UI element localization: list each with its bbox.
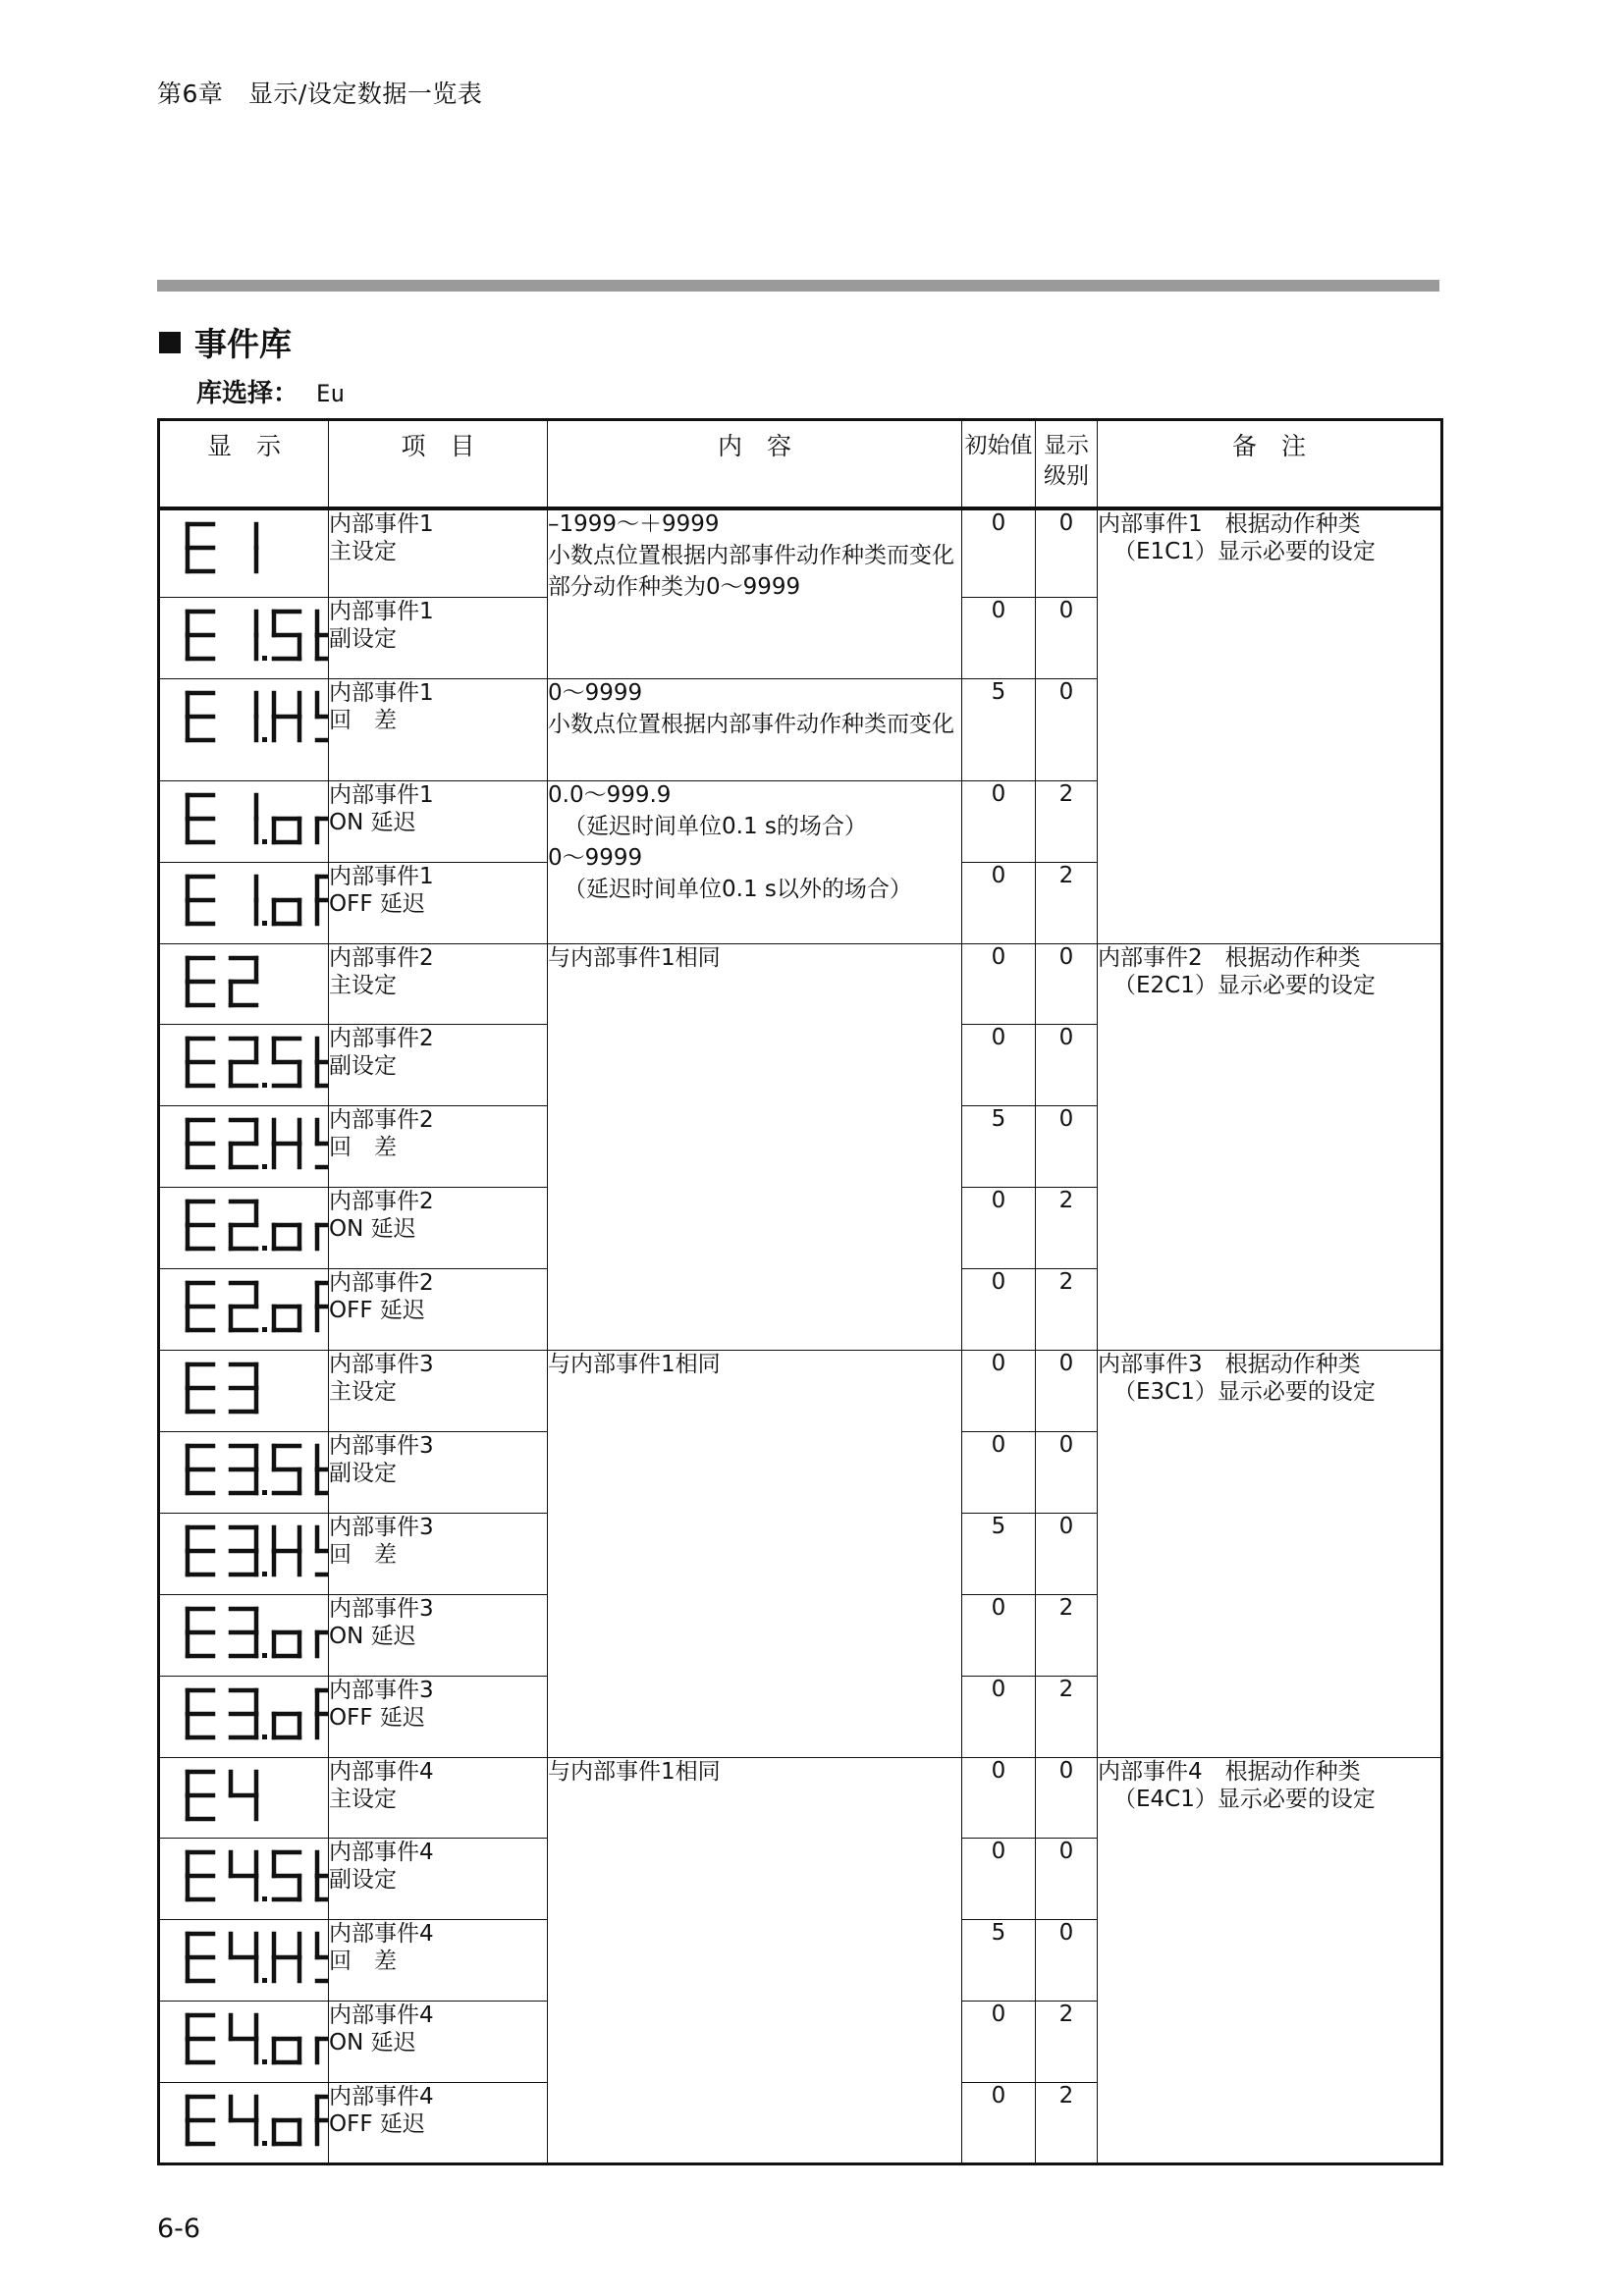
item-name: 内部事件4 [329, 1758, 434, 1785]
item-setting: 主设定 [329, 972, 397, 998]
item-cell [329, 1594, 548, 1676]
display-code [160, 2002, 328, 2078]
item-name: 内部事件4 [329, 1840, 434, 1866]
display-cell [159, 1025, 329, 1106]
initial-value: 0 [962, 780, 1036, 862]
remark-line: 内部事件1 根据动作种类 [1098, 510, 1361, 537]
display-cell [159, 1188, 329, 1269]
content-line: 0.0～999.9 [548, 781, 672, 808]
initial-value: 0 [962, 2002, 1036, 2083]
seven-segment-display [182, 952, 328, 1013]
item-cell [329, 1351, 548, 1432]
remark-cell [1098, 1351, 1442, 1757]
item-cell [329, 1676, 548, 1757]
content-cell [548, 508, 962, 679]
initial-value: 0 [962, 943, 1036, 1025]
header-content: 内 容 [548, 420, 962, 508]
remark-line: （E1C1）显示必要的设定 [1113, 538, 1376, 564]
display-cell [159, 1513, 329, 1594]
item-setting: ON 延迟 [329, 1623, 416, 1649]
seven-segment-display [182, 1684, 328, 1745]
seven-segment-display [182, 1440, 328, 1501]
header-item: 项 目 [329, 420, 548, 508]
item-cell [329, 679, 548, 781]
initial-value: 0 [962, 598, 1036, 679]
initial-value: 0 [962, 1431, 1036, 1513]
table-row [159, 1757, 1442, 1839]
content-cell [548, 679, 962, 781]
item-setting: 回 差 [329, 1541, 397, 1568]
display-code [160, 1758, 328, 1835]
seven-segment-display [182, 1196, 328, 1256]
initial-value: 5 [962, 1106, 1036, 1188]
initial-value: 0 [962, 862, 1036, 943]
initial-value: 0 [962, 1351, 1036, 1432]
display-level: 2 [1036, 1594, 1098, 1676]
display-level: 0 [1036, 1431, 1098, 1513]
header-display: 显 示 [159, 420, 329, 508]
display-code [160, 510, 328, 587]
item-cell [329, 1757, 548, 1839]
display-level: 2 [1036, 2083, 1098, 2164]
remark-line: （E2C1）显示必要的设定 [1113, 972, 1376, 998]
header-level [1036, 420, 1098, 508]
item-setting: 副设定 [329, 1053, 397, 1080]
header-initial: 初始值 [962, 420, 1036, 508]
item-setting: ON 延迟 [329, 2030, 416, 2056]
display-cell [159, 1351, 329, 1432]
content-line: 与内部事件1相同 [548, 1352, 721, 1378]
content-line: –1999～＋9999 [548, 510, 720, 537]
display-code [160, 1920, 328, 1997]
section-rule [157, 280, 1439, 292]
initial-value: 0 [962, 1025, 1036, 1106]
display-cell [159, 780, 329, 862]
item-cell [329, 1513, 548, 1594]
item-setting: OFF 延迟 [329, 1298, 425, 1324]
item-name: 内部事件3 [329, 1352, 434, 1378]
header-remark: 备 注 [1098, 420, 1442, 508]
item-cell [329, 943, 548, 1025]
display-code [160, 863, 328, 939]
display-level: 2 [1036, 1269, 1098, 1351]
content-line: 与内部事件1相同 [548, 944, 721, 971]
item-name: 内部事件2 [329, 1189, 434, 1215]
square-bullet-icon [159, 332, 181, 353]
display-cell [159, 679, 329, 781]
content-cell [548, 943, 962, 1350]
bank-select-label: 库选择： [196, 379, 299, 408]
table-row [159, 943, 1442, 1025]
seven-segment-display [182, 2091, 328, 2152]
initial-value: 0 [962, 1839, 1036, 1920]
initial-value: 0 [962, 508, 1036, 598]
display-level: 0 [1036, 1025, 1098, 1106]
seven-segment-display [182, 687, 328, 748]
table-row [159, 508, 1442, 598]
seven-segment-display [182, 1766, 328, 1827]
seven-segment-display [182, 1603, 328, 1664]
item-cell [329, 1106, 548, 1188]
item-cell [329, 1188, 548, 1269]
item-cell [329, 1839, 548, 1920]
seven-segment-display [182, 1277, 328, 1338]
item-cell [329, 1025, 548, 1106]
display-cell [159, 1920, 329, 2002]
content-line: 与内部事件1相同 [548, 1758, 721, 1785]
item-name: 内部事件3 [329, 1677, 434, 1703]
item-name: 内部事件1 [329, 599, 434, 625]
item-setting: 副设定 [329, 626, 397, 653]
content-line: 0～9999 [548, 844, 643, 871]
initial-value: 0 [962, 1676, 1036, 1757]
seven-segment-display [182, 1846, 328, 1907]
seven-segment-display [182, 1114, 328, 1175]
section-heading [159, 319, 292, 365]
display-code [160, 598, 328, 674]
item-setting: 副设定 [329, 1867, 397, 1894]
initial-value: 0 [962, 1269, 1036, 1351]
display-cell [159, 862, 329, 943]
item-setting: ON 延迟 [329, 809, 416, 835]
item-cell [329, 780, 548, 862]
display-code [160, 1025, 328, 1101]
settings-table [157, 418, 1443, 2165]
remark-line: （E3C1）显示必要的设定 [1113, 1379, 1376, 1406]
seven-segment-display [182, 2009, 328, 2070]
seven-segment-display [182, 1522, 328, 1582]
display-code [160, 1351, 328, 1427]
remark-line: 内部事件3 根据动作种类 [1098, 1352, 1361, 1378]
display-code [160, 2083, 328, 2160]
display-level: 0 [1036, 1513, 1098, 1594]
content-line: 部分动作种类为0～9999 [548, 573, 801, 600]
display-cell [159, 1594, 329, 1676]
item-name: 内部事件2 [329, 1270, 434, 1297]
item-setting: OFF 延迟 [329, 890, 425, 917]
initial-value: 0 [962, 1188, 1036, 1269]
content-cell [548, 1351, 962, 1757]
remark-cell [1098, 1757, 1442, 2164]
display-level: 2 [1036, 1676, 1098, 1757]
content-line: （延迟时间单位0.1 s以外的场合） [564, 876, 912, 902]
item-setting: ON 延迟 [329, 1216, 416, 1243]
display-level: 0 [1036, 1839, 1098, 1920]
display-level: 0 [1036, 943, 1098, 1025]
display-cell [159, 2083, 329, 2164]
remark-line: 内部事件2 根据动作种类 [1098, 944, 1361, 971]
item-name: 内部事件1 [329, 863, 434, 889]
display-level: 0 [1036, 1757, 1098, 1839]
item-name: 内部事件4 [329, 2002, 434, 2029]
content-line: 0～9999 [548, 680, 643, 707]
item-setting: 回 差 [329, 708, 397, 734]
seven-segment-display [182, 1928, 328, 1989]
display-level: 0 [1036, 1920, 1098, 2002]
item-name: 内部事件1 [329, 781, 434, 808]
display-cell [159, 1269, 329, 1351]
item-name: 内部事件4 [329, 1921, 434, 1948]
page-number: 6-6 [157, 2214, 201, 2244]
display-code [160, 1839, 328, 1915]
item-cell [329, 508, 548, 598]
remark-line: （E4C1）显示必要的设定 [1113, 1786, 1376, 1812]
content-line: 小数点位置根据内部事件动作种类而变化 [548, 542, 954, 568]
display-code [160, 1514, 328, 1590]
initial-value: 5 [962, 1513, 1036, 1594]
item-name: 内部事件3 [329, 1514, 434, 1540]
item-name: 内部事件1 [329, 680, 434, 707]
item-cell [329, 1269, 548, 1351]
initial-value: 0 [962, 1594, 1036, 1676]
content-line: 小数点位置根据内部事件动作种类而变化 [548, 712, 954, 738]
remark-cell [1098, 943, 1442, 1350]
item-name: 内部事件3 [329, 1595, 434, 1622]
display-cell [159, 508, 329, 598]
display-cell [159, 1676, 329, 1757]
display-level: 0 [1036, 1351, 1098, 1432]
display-code [160, 1269, 328, 1346]
display-level: 0 [1036, 1106, 1098, 1188]
item-setting: 主设定 [329, 1786, 397, 1812]
item-cell [329, 598, 548, 679]
item-setting: 主设定 [329, 1379, 397, 1406]
display-cell [159, 1431, 329, 1513]
display-level: 0 [1036, 679, 1098, 781]
item-setting: 回 差 [329, 1135, 397, 1161]
display-level: 2 [1036, 1188, 1098, 1269]
item-setting: OFF 延迟 [329, 1704, 425, 1731]
item-name: 内部事件3 [329, 1432, 434, 1459]
display-code [160, 1432, 328, 1509]
item-setting: OFF 延迟 [329, 2111, 425, 2138]
header-level-text: 显示级别 [1044, 433, 1089, 489]
seven-segment-display [182, 518, 328, 579]
item-cell [329, 2083, 548, 2164]
item-name: 内部事件2 [329, 944, 434, 971]
initial-value: 5 [962, 1920, 1036, 2002]
initial-value: 0 [962, 1757, 1036, 1839]
initial-value: 5 [962, 679, 1036, 781]
content-line: （延迟时间单位0.1 s的场合） [564, 813, 867, 839]
display-level: 2 [1036, 862, 1098, 943]
display-level: 2 [1036, 2002, 1098, 2083]
content-cell [548, 780, 962, 943]
item-cell [329, 1431, 548, 1513]
seven-segment-display [182, 1033, 328, 1094]
display-cell [159, 1106, 329, 1188]
item-cell [329, 1920, 548, 2002]
display-code [160, 1106, 328, 1183]
seven-segment-display [182, 789, 328, 850]
section-title: 事件库 [194, 325, 292, 363]
item-cell [329, 2002, 548, 2083]
initial-value: 0 [962, 2083, 1036, 2164]
display-level: 2 [1036, 780, 1098, 862]
display-code [160, 781, 328, 858]
remark-line: 内部事件4 根据动作种类 [1098, 1758, 1361, 1785]
table-header-row [159, 420, 1442, 508]
bank-select-code: Eu [316, 380, 345, 407]
display-cell [159, 1757, 329, 1839]
seven-segment-display [182, 606, 328, 667]
bank-select [196, 373, 345, 409]
display-level: 0 [1036, 598, 1098, 679]
display-code [160, 1188, 328, 1264]
display-code [160, 1677, 328, 1753]
item-name: 内部事件2 [329, 1026, 434, 1052]
display-code [160, 679, 328, 756]
remark-cell [1098, 508, 1442, 943]
item-setting: 主设定 [329, 538, 397, 564]
display-cell [159, 598, 329, 679]
display-code [160, 944, 328, 1021]
chapter-header: 第6章 显示/设定数据一览表 [157, 80, 483, 108]
item-name: 内部事件2 [329, 1107, 434, 1134]
item-cell [329, 862, 548, 943]
table-row [159, 1351, 1442, 1432]
display-cell [159, 943, 329, 1025]
item-setting: 回 差 [329, 1949, 397, 1975]
item-name: 内部事件1 [329, 510, 434, 537]
item-setting: 副设定 [329, 1460, 397, 1486]
display-level: 0 [1036, 508, 1098, 598]
item-name: 内部事件4 [329, 2084, 434, 2110]
seven-segment-display [182, 1359, 328, 1419]
display-code [160, 1595, 328, 1672]
seven-segment-display [182, 871, 328, 932]
display-cell [159, 2002, 329, 2083]
display-cell [159, 1839, 329, 1920]
content-cell [548, 1757, 962, 2164]
